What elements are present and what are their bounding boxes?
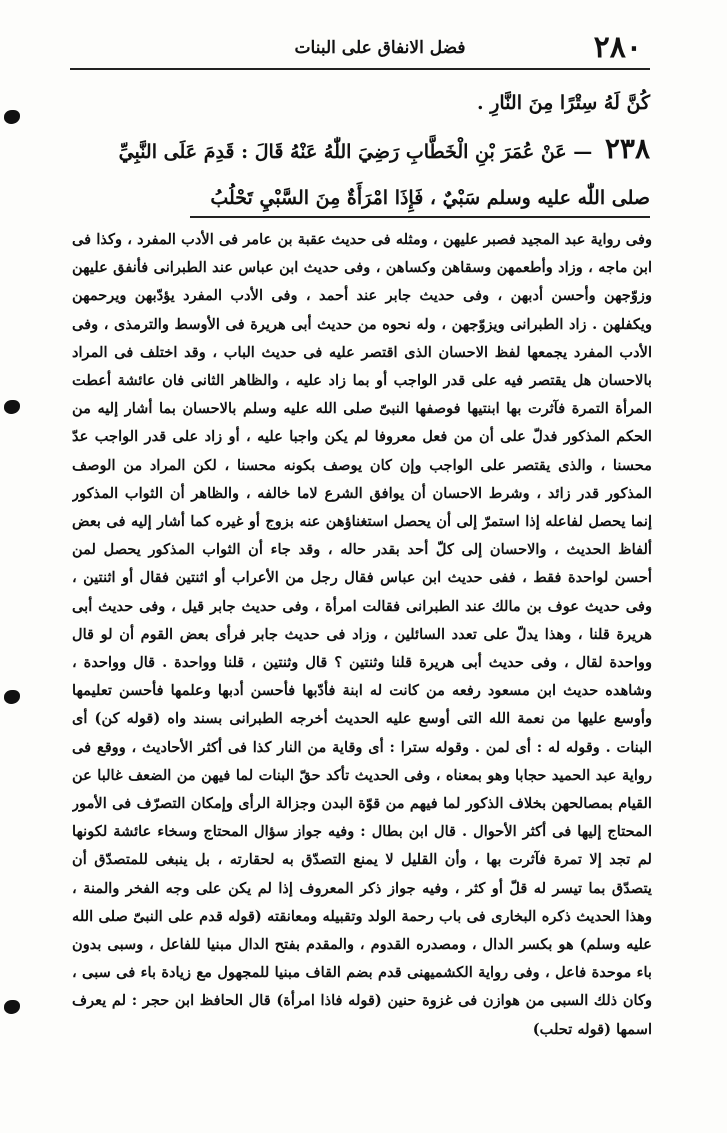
margin-mark-icon	[4, 690, 20, 704]
hadith-narration: — عَنْ عُمَرَ بْنِ الْخَطَّابِ رَضِيَ اللّٰهُ عَنْهُ قَالَ : قَدِمَ عَلَى النَّبِيِّ صلى اللّٰه عليه وسلم سَبْيٌ ، فَإِذَا امْرَأَةٌ مِنَ السَّبْيِ تَحْلُبُ	[118, 141, 650, 209]
page-number: ٢٨٠	[593, 30, 642, 65]
hadith-body	[80, 126, 650, 221]
margin-mark-icon	[4, 400, 20, 414]
commentary	[72, 226, 652, 1121]
margin-mark-icon	[4, 110, 20, 124]
page-header	[70, 28, 650, 70]
running-title: فضل الانفاق على البنات	[294, 38, 466, 58]
separator-rule	[190, 216, 650, 218]
margin-mark-icon	[4, 1000, 20, 1014]
hadith-text	[80, 80, 650, 221]
hadith-number: ٢٣٨	[604, 132, 650, 165]
hadith-line-1: كُنَّ لَهُ سِتْرًا مِنَ النَّارِ .	[477, 92, 650, 114]
commentary-paragraph: وفى رواية عبد المجيد فصبر عليهن ، ومثله فى حديث عقبة بن عامر فى الأدب المفرد ، وكذا فى ابن ماجه ، وزاد وأطعمهن وسقاهن وكساهن ، وفى حديث ابن عباس عند الطبرانى فأنفق عليهن وزوّجهن وأحسن أدبهن ، وفى حديث جابر عند أحمد ، وفى الأدب المفرد يؤدّبهن ويرحمهن ويكفلهن . زاد الطبرانى ويزوّجهن ، وله نحوه من حديث أبى هريرة فى الأوسط والترمذى ، وفى الأدب المفرد يجمعها لفظ الاحسان الذى اقتصر عليه فى حديث الباب ، وقد اختلف فى المراد بالاحسان هل يقتصر فيه على قدر الواجب أو بما زاد عليه ، والظاهر الثانى فان عائشة أعطت المرأة التمرة فآثرت بها ابنتيها فوصفها النبىّ صلى الله عليه وسلم بالاحسان بما أشار إليه من الحكم المذكور فدلّ على أن من فعل معروفا لم يكن واجبا عليه ، أو زاد على قدر الواجب عدّ محسنا ، والذى يقتصر على الواجب وإن كان يوصف بكونه محسنا ، لكن المراد من الوصف المذكور قدر زائد ، وشرط الاحسان أن يوافق الشرع لاما خالفه ، والظاهر أن الثواب المذكور إنما يحصل لفاعله إذا استمرّ إلى أن يحصل استغناؤهن عنه بزوج أو غيره كما أشار إليه فى بعض ألفاظ الحديث ، والاحسان إلى كلّ أحد بقدر حاله ، وقد جاء أن الثواب المذكور يحصل لمن أحسن لواحدة فقط ، ففى حديث ابن عباس فقال رجل من الأعراب أو اثنتين فقال أو اثنتين ، وفى حديث عوف بن مالك عند الطبرانى فقالت امرأة ، وفى حديث جابر قيل ، وفى حديث أبى هريرة قلنا ، وهذا يدلّ على تعدد السائلين ، وزاد فى حديث جابر فرأى بعض القوم أن لو قال وواحدة لقال ، وفى حديث أبى هريرة قلنا وثنتين ؟ قال وثنتين ، قلنا وواحدة . قال وواحدة ، وشاهده حديث ابن مسعود رفعه من كانت له ابنة فأدّبها فأحسن أدبها وعلمها فأحسن تعليمها وأوسع عليها من نعمة الله التى أوسع عليه الحديث أخرجه الطبرانى بسند واه (قوله كن) أى البنات . وقوله له : أى لمن . وقوله سترا : أى وقاية من النار كذا فى أكثر الأحاديث ، ووقع فى رواية عبد الحميد حجابا وهو بمعناه ، وفى الحديث تأكد حقّ البنات لما فيهن من الضعف غالبا عن القيام بمصالحهن بخلاف الذكور لما فيهم من قوّة البدن وجزالة الرأى وإمكان التصرّف فى الأمور المحتاج إليها فى أكثر الأحوال . قال ابن بطال : وفيه جواز سؤال المحتاج وسخاء عائشة لكونها لم تجد إلا تمرة فآثرت بها ، وأن القليل لا يمنع التصدّق به لحقارته ، بل ينبغى للمتصدّق أن يتصدّق بما تيسر له قلّ أو كثر ، وفيه جواز ذكر المعروف إذا لم يكن على وجه الفخر والمنة ، وهذا الحديث ذكره البخارى فى باب رحمة الولد وتقبيله ومعانقته (قوله قدم على النبىّ صلى الله عليه وسلم) هو بكسر الدال ، ومصدره القدوم ، والمقدم بفتح الدال مبنيا للفاعل ، وسبى بدون باء موحدة فاعل ، وفى رواية الكشميهنى قدم بضم القاف مبنيا للمجهول مع زيادة باء فى سبى ، وكان ذلك السبى من هوازن فى غزوة حنين (قوله فاذا امرأة) قال الحافظ ابن حجر : لم يعرف اسمها (قوله تحلب)	[72, 231, 652, 1038]
